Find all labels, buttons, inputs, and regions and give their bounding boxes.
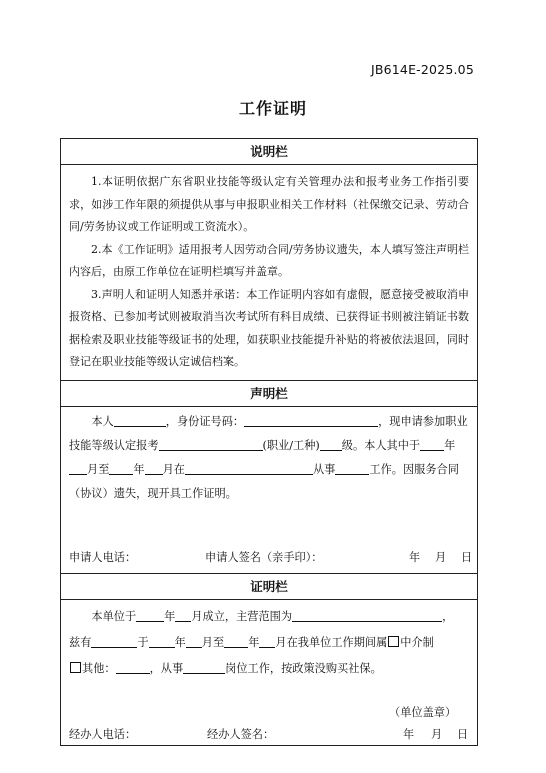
- certification-text-2: 兹有 于 年 月至 年 月在我单位工作期间属 中介制 其他： ，从事 岗位工作，按政策没购买社保。: [69, 635, 434, 675]
- position-field[interactable]: [183, 660, 225, 674]
- instruction-item: 3.声明人和证明人知悉并承诺：本工作证明内容如有虚假，愿意接受被取消申报资格、已参加考试则被取消当次考试所有科目成绩、已获得证书则被注销证书数据检索及职业技能等级证书的处理，如获职业技能提升补贴的将被依法退回，同时登记在职业技能等级认定诚信档案。: [69, 287, 469, 368]
- declaration-section: [61, 381, 477, 574]
- name-field[interactable]: [114, 413, 166, 427]
- certification-header: 证明栏: [61, 574, 477, 600]
- emp-start-year-field[interactable]: [149, 634, 175, 648]
- emp-start-month-field[interactable]: [186, 634, 202, 648]
- founded-month-field[interactable]: [175, 608, 191, 622]
- other-checkbox[interactable]: [70, 662, 81, 673]
- certification-body: [61, 600, 477, 745]
- applicant-phone-label: 申请人电话：: [69, 550, 137, 564]
- handler-signature-label: 经办人签名：: [207, 727, 275, 741]
- agency-checkbox[interactable]: [388, 636, 399, 647]
- date-day-label: 日: [461, 550, 473, 564]
- instructions-section: [61, 139, 477, 381]
- start-month-field[interactable]: [69, 461, 87, 475]
- other-field[interactable]: [116, 660, 150, 674]
- business-scope-field[interactable]: [292, 608, 442, 622]
- start-year-field[interactable]: [420, 437, 444, 451]
- unit-seal-label: （单位盖章）: [389, 705, 457, 719]
- declaration-header: 声明栏: [61, 381, 477, 407]
- handler-phone-label: 经办人电话：: [69, 727, 137, 741]
- certification-text: 本单位于 年 月成立，主营范围为 ，: [91, 609, 454, 623]
- employer-field[interactable]: [185, 461, 313, 475]
- instructions-header: 说明栏: [61, 139, 477, 165]
- id-number-field[interactable]: [244, 413, 378, 427]
- applicant-signature-label: 申请人签名（亲手印）：: [205, 550, 323, 564]
- emp-end-year-field[interactable]: [224, 634, 248, 648]
- end-month-field[interactable]: [145, 461, 163, 475]
- employee-name-field[interactable]: [91, 634, 137, 648]
- end-year-field[interactable]: [109, 461, 133, 475]
- page-title: 工作证明: [238, 99, 307, 118]
- certification-section: [61, 574, 477, 745]
- level-field[interactable]: [320, 437, 342, 451]
- cert-date-year-label: 年: [403, 727, 415, 741]
- instructions-body: [61, 165, 477, 380]
- document-code: JB614E-2025.05: [370, 62, 474, 77]
- emp-end-month-field[interactable]: [259, 634, 275, 648]
- cert-date-month-label: 月: [431, 727, 443, 741]
- work-type-field[interactable]: [335, 461, 369, 475]
- occupation-field[interactable]: [159, 437, 263, 451]
- date-year-label: 年: [409, 550, 421, 564]
- date-month-label: 月: [435, 550, 447, 564]
- cert-date-day-label: 日: [457, 727, 469, 741]
- declaration-text: 本人 ，身份证号码： ，现申请参加职业技能等级认定报考 (职业/工种) 级。本人其中于 年月至 年 月在 从事 工作。因服务合同（协议）遗失，现开具工作证明。: [69, 414, 468, 500]
- declaration-body: [61, 407, 477, 573]
- instruction-item: 2.本《工作证明》适用报考人因劳动合同/劳务协议遗失，本人填写签注声明栏内容后，由原工作单位在证明栏填写并盖章。: [69, 242, 469, 278]
- founded-year-field[interactable]: [136, 608, 164, 622]
- instruction-item: 1.本证明依据广东省职业技能等级认定有关管理办法和报考业务工作指引要求，如涉工作年限的须提供从事与申报职业相关工作材料（社保缴交记录、劳动合同/劳务协议或工作证明或工资流水）。: [69, 175, 469, 233]
- certificate-form: [60, 138, 478, 746]
